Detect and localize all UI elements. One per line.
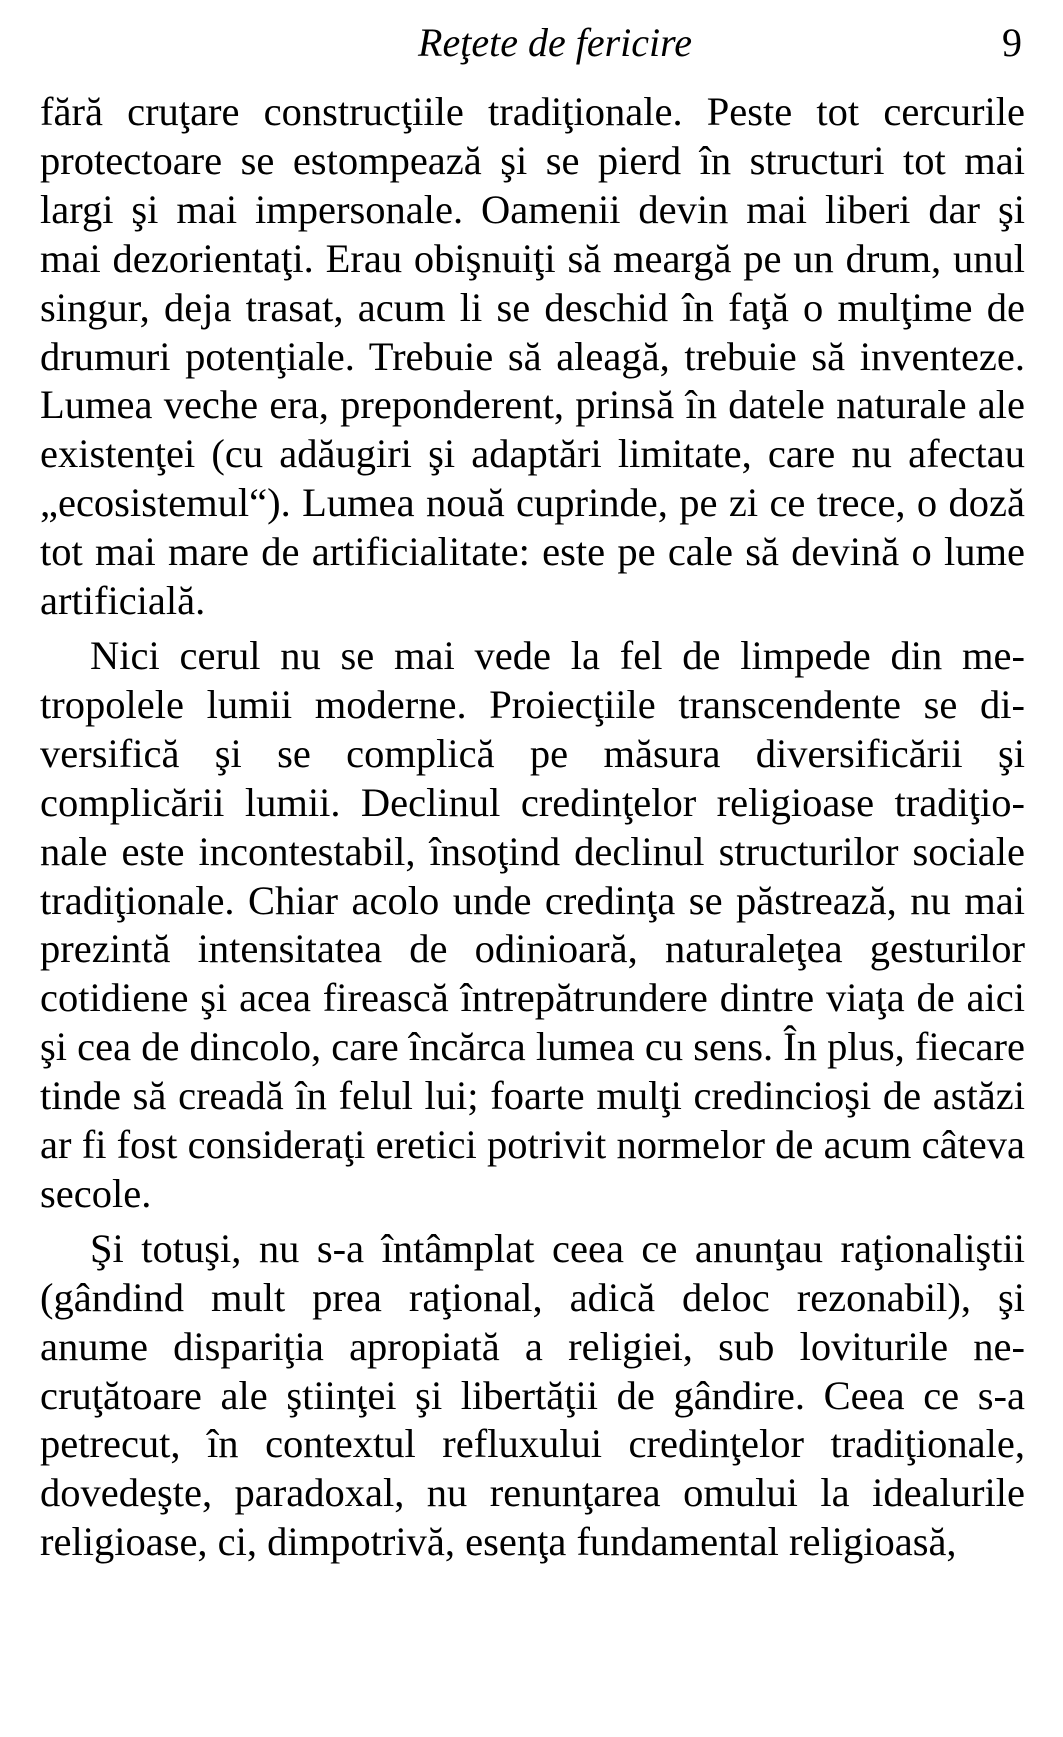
body-text <box>40 88 1025 1573</box>
running-title: Reţete de fericire <box>418 20 692 65</box>
paragraph-1: fără cruţare construcţiile tradiţionale. Peste tot cercurile protectoare se estompează şi se pierd în structuri tot mai largi şi mai impersonale. Oamenii devin mai liberi dar şi mai dezorientaţi. Erau obişnuiţi să meargă pe un drum, unul singur, deja trasat, acum li se deschid în faţă o mulţime de drumuri potenţiale. Trebuie să aleagă, trebuie să inventeze. Lumea veche era, preponderent, prinsă în datele naturale ale existenţei (cu adăugiri şi adaptări limitate, care nu afectau „ecosistemul“). Lumea nouă cuprinde, pe zi ce trece, o doză tot mai mare de artificialitate: este pe cale să devină o lume artificială. <box>40 89 1025 624</box>
paragraph-2: Nici cerul nu se mai vede la fel de limpede din metropolele lumii moderne. Proiecţiile transcendente se diversifică şi se complică pe măsura diversificării şi complicării lumii. Declinul credinţelor religioase tradiţionale este incontestabil, însoţind declinul structurilor sociale tradiţionale. Chiar acolo unde credinţa se păstrează, nu mai prezintă intensitatea de odinioară, naturaleţea gesturilor cotidiene şi acea firească întrepătrundere dintre viaţa de aici şi cea de dincolo, care încărca lumea cu sens. În plus, fiecare tinde să creadă în felul lui; foarte mulţi credincioşi de astăzi ar fi fost consideraţi eretici potrivit normelor de acum câteva secole. <box>40 632 1026 1216</box>
page-number: 9 <box>1002 20 1022 65</box>
paragraph-3: Şi totuşi, nu s-a întâmplat ceea ce anunţau raţionaliştii (gândind mult prea raţional, adică deloc rezonabil), şi anume dispariţia apropiată a religiei, sub loviturile necruţătoare ale ştiinţei şi libertăţii de gândire. Ceea ce s-a petrecut, în contextul refluxului credinţelor tradiţionale, dovedeşte, paradoxal, nu renunţarea omului la idealurile religioase, ci, dimpotrivă, esenţa fundamental religioasă, <box>40 1225 1025 1565</box>
running-head <box>40 18 1030 68</box>
